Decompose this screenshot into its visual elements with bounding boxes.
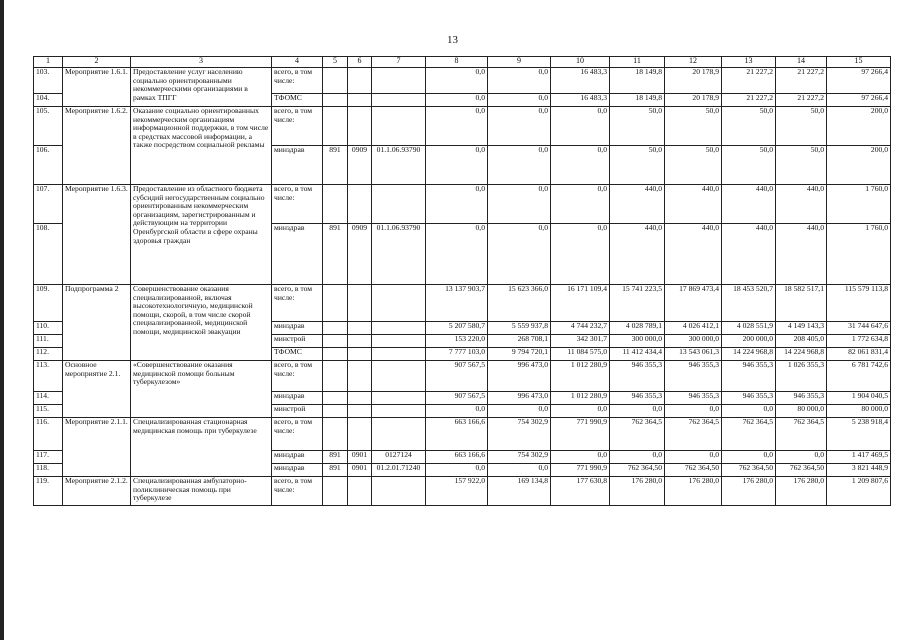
code-grbs <box>323 348 348 361</box>
code-grbs <box>323 285 348 322</box>
code-csr: 01.2.01.71240 <box>372 464 426 477</box>
row-number: 113. <box>34 361 63 392</box>
row-number: 109. <box>34 285 63 322</box>
funding-source: минздрав <box>272 224 323 285</box>
code-grbs <box>323 392 348 405</box>
amount-cell: 0,0 <box>551 107 610 146</box>
amount-cell: 20 178,9 <box>665 68 722 94</box>
amount-cell: 440,0 <box>610 224 665 285</box>
amount-cell: 17 869 473,4 <box>665 285 722 322</box>
amount-cell: 1 760,0 <box>827 185 891 224</box>
amount-cell: 7 777 103,0 <box>426 348 488 361</box>
table-row <box>34 107 891 146</box>
amount-cell: 754 302,9 <box>488 418 551 451</box>
amount-cell: 342 301,7 <box>551 335 610 348</box>
row-number: 116. <box>34 418 63 451</box>
amount-cell: 13 543 061,3 <box>665 348 722 361</box>
table-row <box>34 477 891 506</box>
funding-source: всего, в том числе: <box>272 418 323 451</box>
code-csr <box>372 477 426 506</box>
amount-cell: 1 760,0 <box>827 224 891 285</box>
funding-source: минстрой <box>272 405 323 418</box>
amount-cell: 50,0 <box>610 146 665 185</box>
code-rzpr <box>348 405 372 418</box>
amount-cell: 996 473,0 <box>488 392 551 405</box>
amount-cell: 663 166,6 <box>426 418 488 451</box>
amount-cell: 0,0 <box>426 107 488 146</box>
funding-source: минздрав <box>272 322 323 335</box>
amount-cell: 1 012 280,9 <box>551 392 610 405</box>
amount-cell: 907 567,5 <box>426 361 488 392</box>
amount-cell: 18 149,8 <box>610 94 665 107</box>
amount-cell: 5 238 918,4 <box>827 418 891 451</box>
amount-cell: 946 355,3 <box>722 361 776 392</box>
amount-cell: 762 364,5 <box>665 418 722 451</box>
code-grbs <box>323 68 348 94</box>
amount-cell: 3 821 448,9 <box>827 464 891 477</box>
amount-cell: 18 453 520,7 <box>722 285 776 322</box>
amount-cell: 440,0 <box>665 185 722 224</box>
amount-cell: 0,0 <box>488 405 551 418</box>
event-code: Мероприятие 1.6.3. <box>63 185 131 285</box>
amount-cell: 4 149 143,3 <box>776 322 827 335</box>
code-grbs: 891 <box>323 464 348 477</box>
code-rzpr: 0909 <box>348 224 372 285</box>
amount-cell: 762 364,50 <box>722 464 776 477</box>
amount-cell: 18 582 517,1 <box>776 285 827 322</box>
amount-cell: 0,0 <box>426 94 488 107</box>
code-grbs: 891 <box>323 146 348 185</box>
amount-cell: 0,0 <box>610 451 665 464</box>
left-binding-edge <box>0 0 4 640</box>
amount-cell: 268 708,1 <box>488 335 551 348</box>
amount-cell: 11 412 434,4 <box>610 348 665 361</box>
row-number: 106. <box>34 146 63 185</box>
amount-cell: 663 166,6 <box>426 451 488 464</box>
amount-cell: 4 026 412,1 <box>665 322 722 335</box>
code-grbs <box>323 477 348 506</box>
budget-table <box>33 56 891 506</box>
amount-cell: 21 227,2 <box>776 68 827 94</box>
code-rzpr <box>348 335 372 348</box>
event-code: Основное мероприятие 2.1. <box>63 361 131 418</box>
code-csr <box>372 322 426 335</box>
amount-cell: 6 781 742,6 <box>827 361 891 392</box>
amount-cell: 0,0 <box>722 451 776 464</box>
amount-cell: 300 000,0 <box>665 335 722 348</box>
amount-cell: 946 355,3 <box>776 392 827 405</box>
page-number: 13 <box>447 34 458 46</box>
amount-cell: 1 026 355,3 <box>776 361 827 392</box>
code-rzpr <box>348 68 372 94</box>
amount-cell: 946 355,3 <box>610 361 665 392</box>
event-name: Предоставление из областного бюджета субсидий негосударственным социально ориентированным некоммерческим организациям, зарегистрированным и действующим на территории Оренбургской области в сфере охраны здоровья граждан <box>131 185 272 285</box>
amount-cell: 80 000,0 <box>776 405 827 418</box>
funding-source: всего, в том числе: <box>272 477 323 506</box>
amount-cell: 176 280,0 <box>610 477 665 506</box>
amount-cell: 14 224 968,8 <box>776 348 827 361</box>
funding-source: ТФОМС <box>272 94 323 107</box>
amount-cell: 50,0 <box>722 146 776 185</box>
code-grbs <box>323 405 348 418</box>
amount-cell: 200,0 <box>827 146 891 185</box>
header-cell: 4 <box>272 57 323 68</box>
amount-cell: 0,0 <box>551 451 610 464</box>
header-cell: 10 <box>551 57 610 68</box>
amount-cell: 97 266,4 <box>827 94 891 107</box>
funding-source: ТФОМС <box>272 348 323 361</box>
amount-cell: 440,0 <box>722 185 776 224</box>
amount-cell: 176 280,0 <box>776 477 827 506</box>
table-row <box>34 285 891 322</box>
code-rzpr <box>348 285 372 322</box>
row-number: 105. <box>34 107 63 146</box>
amount-cell: 18 149,8 <box>610 68 665 94</box>
code-csr <box>372 335 426 348</box>
event-code: Мероприятие 2.1.2. <box>63 477 131 506</box>
amount-cell: 907 567,5 <box>426 392 488 405</box>
amount-cell: 21 227,2 <box>722 94 776 107</box>
amount-cell: 0,0 <box>488 185 551 224</box>
amount-cell: 21 227,2 <box>722 68 776 94</box>
funding-source: минздрав <box>272 146 323 185</box>
code-csr <box>372 418 426 451</box>
code-rzpr <box>348 392 372 405</box>
header-cell: 1 <box>34 57 63 68</box>
header-row <box>34 57 891 68</box>
code-rzpr <box>348 94 372 107</box>
code-rzpr <box>348 418 372 451</box>
code-csr <box>372 68 426 94</box>
amount-cell: 0,0 <box>488 464 551 477</box>
code-csr <box>372 405 426 418</box>
amount-cell: 440,0 <box>776 224 827 285</box>
amount-cell: 50,0 <box>665 146 722 185</box>
table-row <box>34 68 891 94</box>
row-number: 114. <box>34 392 63 405</box>
amount-cell: 0,0 <box>665 405 722 418</box>
funding-source: минздрав <box>272 392 323 405</box>
amount-cell: 177 630,8 <box>551 477 610 506</box>
code-rzpr <box>348 348 372 361</box>
code-grbs: 891 <box>323 224 348 285</box>
amount-cell: 50,0 <box>610 107 665 146</box>
code-rzpr <box>348 322 372 335</box>
amount-cell: 762 364,5 <box>722 418 776 451</box>
code-rzpr <box>348 107 372 146</box>
event-name: Предоставление услуг населению социально ориентированными некоммерческими организациями в рамках ТПГГ <box>131 68 272 107</box>
amount-cell: 762 364,5 <box>776 418 827 451</box>
header-cell: 2 <box>63 57 131 68</box>
amount-cell: 0,0 <box>426 185 488 224</box>
event-name: «Совершенствование оказания медицинской помощи больным туберкулезом» <box>131 361 272 418</box>
code-csr <box>372 285 426 322</box>
amount-cell: 0,0 <box>488 107 551 146</box>
amount-cell: 0,0 <box>551 146 610 185</box>
amount-cell: 115 579 113,8 <box>827 285 891 322</box>
code-rzpr <box>348 185 372 224</box>
amount-cell: 0,0 <box>426 224 488 285</box>
code-rzpr: 0909 <box>348 146 372 185</box>
amount-cell: 1 904 040,5 <box>827 392 891 405</box>
row-number: 112. <box>34 348 63 361</box>
event-code: Мероприятие 2.1.1. <box>63 418 131 477</box>
code-grbs <box>323 322 348 335</box>
header-cell: 3 <box>131 57 272 68</box>
code-csr: 01.1.06.93790 <box>372 146 426 185</box>
amount-cell: 153 220,0 <box>426 335 488 348</box>
amount-cell: 0,0 <box>426 68 488 94</box>
amount-cell: 0,0 <box>551 405 610 418</box>
amount-cell: 80 000,0 <box>827 405 891 418</box>
amount-cell: 762 364,5 <box>610 418 665 451</box>
row-number: 115. <box>34 405 63 418</box>
amount-cell: 1 209 807,6 <box>827 477 891 506</box>
amount-cell: 82 061 831,4 <box>827 348 891 361</box>
amount-cell: 14 224 968,8 <box>722 348 776 361</box>
amount-cell: 16 483,3 <box>551 94 610 107</box>
amount-cell: 15 623 366,0 <box>488 285 551 322</box>
amount-cell: 176 280,0 <box>665 477 722 506</box>
amount-cell: 16 171 109,4 <box>551 285 610 322</box>
amount-cell: 0,0 <box>722 405 776 418</box>
header-cell: 12 <box>665 57 722 68</box>
event-name: Специализированная стационарная медицинская помощь при туберкулезе <box>131 418 272 477</box>
funding-source: всего, в том числе: <box>272 107 323 146</box>
code-csr: 0127124 <box>372 451 426 464</box>
amount-cell: 946 355,3 <box>665 392 722 405</box>
amount-cell: 169 134,8 <box>488 477 551 506</box>
code-rzpr <box>348 477 372 506</box>
amount-cell: 50,0 <box>776 146 827 185</box>
amount-cell: 440,0 <box>722 224 776 285</box>
amount-cell: 0,0 <box>551 185 610 224</box>
table-row <box>34 185 891 224</box>
amount-cell: 0,0 <box>488 68 551 94</box>
amount-cell: 31 744 647,6 <box>827 322 891 335</box>
code-csr <box>372 392 426 405</box>
amount-cell: 16 483,3 <box>551 68 610 94</box>
amount-cell: 762 364,50 <box>665 464 722 477</box>
amount-cell: 440,0 <box>610 185 665 224</box>
header-cell: 6 <box>348 57 372 68</box>
code-grbs <box>323 361 348 392</box>
amount-cell: 176 280,0 <box>722 477 776 506</box>
code-csr: 01.1.06.93790 <box>372 224 426 285</box>
row-number: 110. <box>34 322 63 335</box>
amount-cell: 946 355,3 <box>722 392 776 405</box>
amount-cell: 5 207 580,7 <box>426 322 488 335</box>
table-row <box>34 418 891 451</box>
amount-cell: 0,0 <box>665 451 722 464</box>
amount-cell: 1 772 634,8 <box>827 335 891 348</box>
amount-cell: 97 266,4 <box>827 68 891 94</box>
amount-cell: 0,0 <box>488 94 551 107</box>
code-grbs <box>323 107 348 146</box>
amount-cell: 5 559 937,8 <box>488 322 551 335</box>
funding-source: всего, в том числе: <box>272 68 323 94</box>
amount-cell: 946 355,3 <box>610 392 665 405</box>
code-rzpr: 0901 <box>348 451 372 464</box>
row-number: 108. <box>34 224 63 285</box>
row-number: 111. <box>34 335 63 348</box>
amount-cell: 50,0 <box>776 107 827 146</box>
amount-cell: 946 355,3 <box>665 361 722 392</box>
code-csr <box>372 107 426 146</box>
header-cell: 7 <box>372 57 426 68</box>
row-number: 119. <box>34 477 63 506</box>
amount-cell: 0,0 <box>488 224 551 285</box>
amount-cell: 300 000,0 <box>610 335 665 348</box>
table-row <box>34 361 891 392</box>
header-cell: 11 <box>610 57 665 68</box>
amount-cell: 4 028 551,9 <box>722 322 776 335</box>
row-number: 104. <box>34 94 63 107</box>
event-name: Специализированная амбулаторно-поликлиническая помощь при туберкулезе <box>131 477 272 506</box>
row-number: 103. <box>34 68 63 94</box>
amount-cell: 0,0 <box>426 405 488 418</box>
code-rzpr: 0901 <box>348 464 372 477</box>
amount-cell: 754 302,9 <box>488 451 551 464</box>
amount-cell: 13 137 903,7 <box>426 285 488 322</box>
amount-cell: 157 922,0 <box>426 477 488 506</box>
amount-cell: 762 364,50 <box>776 464 827 477</box>
code-grbs: 891 <box>323 451 348 464</box>
funding-source: всего, в том числе: <box>272 285 323 322</box>
code-csr <box>372 94 426 107</box>
funding-source: всего, в том числе: <box>272 185 323 224</box>
amount-cell: 200 000,0 <box>722 335 776 348</box>
funding-source: минздрав <box>272 464 323 477</box>
row-number: 117. <box>34 451 63 464</box>
amount-cell: 50,0 <box>665 107 722 146</box>
header-cell: 8 <box>426 57 488 68</box>
funding-source: всего, в том числе: <box>272 361 323 392</box>
amount-cell: 0,0 <box>776 451 827 464</box>
amount-cell: 15 741 223,5 <box>610 285 665 322</box>
amount-cell: 200,0 <box>827 107 891 146</box>
event-name: Оказание социально ориентированных некоммерческим организациям информационной поддержки, в том числе в средствах массовой информации, а также посредством социальной рекламы <box>131 107 272 185</box>
amount-cell: 4 744 232,7 <box>551 322 610 335</box>
amount-cell: 0,0 <box>426 464 488 477</box>
header-cell: 5 <box>323 57 348 68</box>
row-number: 107. <box>34 185 63 224</box>
amount-cell: 440,0 <box>776 185 827 224</box>
amount-cell: 1 417 469,5 <box>827 451 891 464</box>
event-code: Мероприятие 1.6.2. <box>63 107 131 185</box>
amount-cell: 762 364,50 <box>610 464 665 477</box>
amount-cell: 0,0 <box>488 146 551 185</box>
amount-cell: 1 012 280,9 <box>551 361 610 392</box>
code-csr <box>372 185 426 224</box>
amount-cell: 21 227,2 <box>776 94 827 107</box>
header-cell: 15 <box>827 57 891 68</box>
header-cell: 13 <box>722 57 776 68</box>
amount-cell: 440,0 <box>665 224 722 285</box>
amount-cell: 208 405,0 <box>776 335 827 348</box>
amount-cell: 0,0 <box>551 224 610 285</box>
amount-cell: 4 028 789,1 <box>610 322 665 335</box>
code-grbs <box>323 335 348 348</box>
amount-cell: 771 990,9 <box>551 418 610 451</box>
amount-cell: 11 084 575,0 <box>551 348 610 361</box>
event-code: Мероприятие 1.6.1. <box>63 68 131 107</box>
code-grbs <box>323 185 348 224</box>
amount-cell: 996 473,0 <box>488 361 551 392</box>
header-cell: 9 <box>488 57 551 68</box>
funding-source: минздрав <box>272 451 323 464</box>
row-number: 118. <box>34 464 63 477</box>
event-name: Совершенствование оказания специализированной, включая высокотехнологичную, медицинской помощи, скорой, в том числе скорой специализированной, медицинской помощи, медицинской эвакуации <box>131 285 272 361</box>
funding-source: минстрой <box>272 335 323 348</box>
amount-cell: 9 794 720,1 <box>488 348 551 361</box>
amount-cell: 0,0 <box>426 146 488 185</box>
amount-cell: 20 178,9 <box>665 94 722 107</box>
amount-cell: 50,0 <box>722 107 776 146</box>
code-grbs <box>323 94 348 107</box>
event-code: Подпрограмма 2 <box>63 285 131 361</box>
amount-cell: 771 990,9 <box>551 464 610 477</box>
code-csr <box>372 361 426 392</box>
code-grbs <box>323 418 348 451</box>
code-rzpr <box>348 361 372 392</box>
code-csr <box>372 348 426 361</box>
header-cell: 14 <box>776 57 827 68</box>
amount-cell: 0,0 <box>610 405 665 418</box>
